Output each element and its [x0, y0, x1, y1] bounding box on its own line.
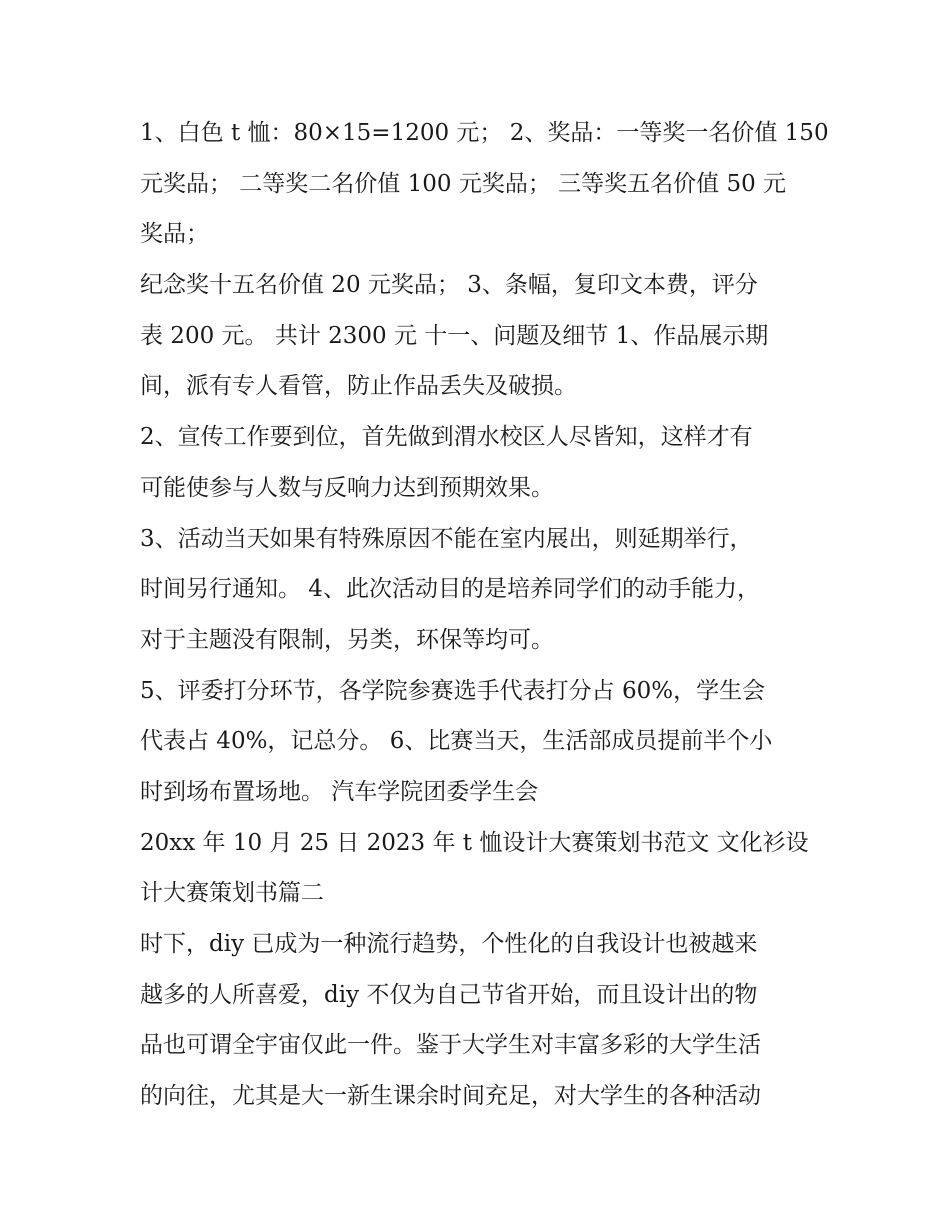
text-line: 2、宣传工作要到位，首先做到渭水校区人尽皆知，这样才有: [140, 424, 753, 451]
text-line: 元奖品； 二等奖二名价值 100 元奖品； 三等奖五名价值 50 元: [140, 170, 787, 197]
text-line: 5、评委打分环节，各学院参赛选手代表打分占 60%，学生会: [140, 677, 766, 704]
document-body: [140, 108, 830, 1122]
text-line: 对于主题没有限制，另类，环保等均可。: [140, 626, 554, 653]
text-line: 20xx 年 10 月 25 日 2023 年 t 恤设计大赛策划书范文 文化衫设: [140, 829, 809, 856]
text-line: 的向往，尤其是大一新生课余时间充足，对大学生的各种活动: [140, 1083, 761, 1110]
text-line: 代表占 40%，记总分。 6、比赛当天，生活部成员提前半个小: [140, 728, 773, 755]
text-line: 1、白色 t 恤：80×15=1200 元； 2、奖品：一等奖一名价值 150: [140, 120, 829, 146]
text-line: 3、活动当天如果有特殊原因不能在室内展出，则延期举行，: [140, 525, 753, 552]
text-line: 越多的人所喜爱，diy 不仅为自己节省开始，而且设计出的物: [140, 981, 758, 1008]
text-line: 表 200 元。 共计 2300 元 十一、问题及细节 1、作品展示期: [140, 322, 769, 349]
text-line: 时下，diy 已成为一种流行趋势，个性化的自我设计也被越来: [140, 931, 758, 957]
text-line: 计大赛策划书篇二: [140, 880, 324, 907]
text-line: 纪念奖十五名价值 20 元奖品； 3、条幅，复印文本费，评分: [140, 272, 758, 299]
text-line: 品也可谓全宇宙仅此一件。鉴于大学生对丰富多彩的大学生活: [140, 1032, 761, 1059]
text-line: 可能使参与人数与反响力达到预期效果。: [140, 474, 554, 501]
text-line: 时到场布置场地。 汽车学院团委学生会: [140, 778, 539, 805]
text-line: 间，派有专人看管，防止作品丢失及破损。: [140, 373, 577, 400]
text-line: 奖品；: [140, 221, 209, 248]
text-line: 时间另行通知。 4、此次活动目的是培养同学们的动手能力，: [140, 576, 760, 603]
